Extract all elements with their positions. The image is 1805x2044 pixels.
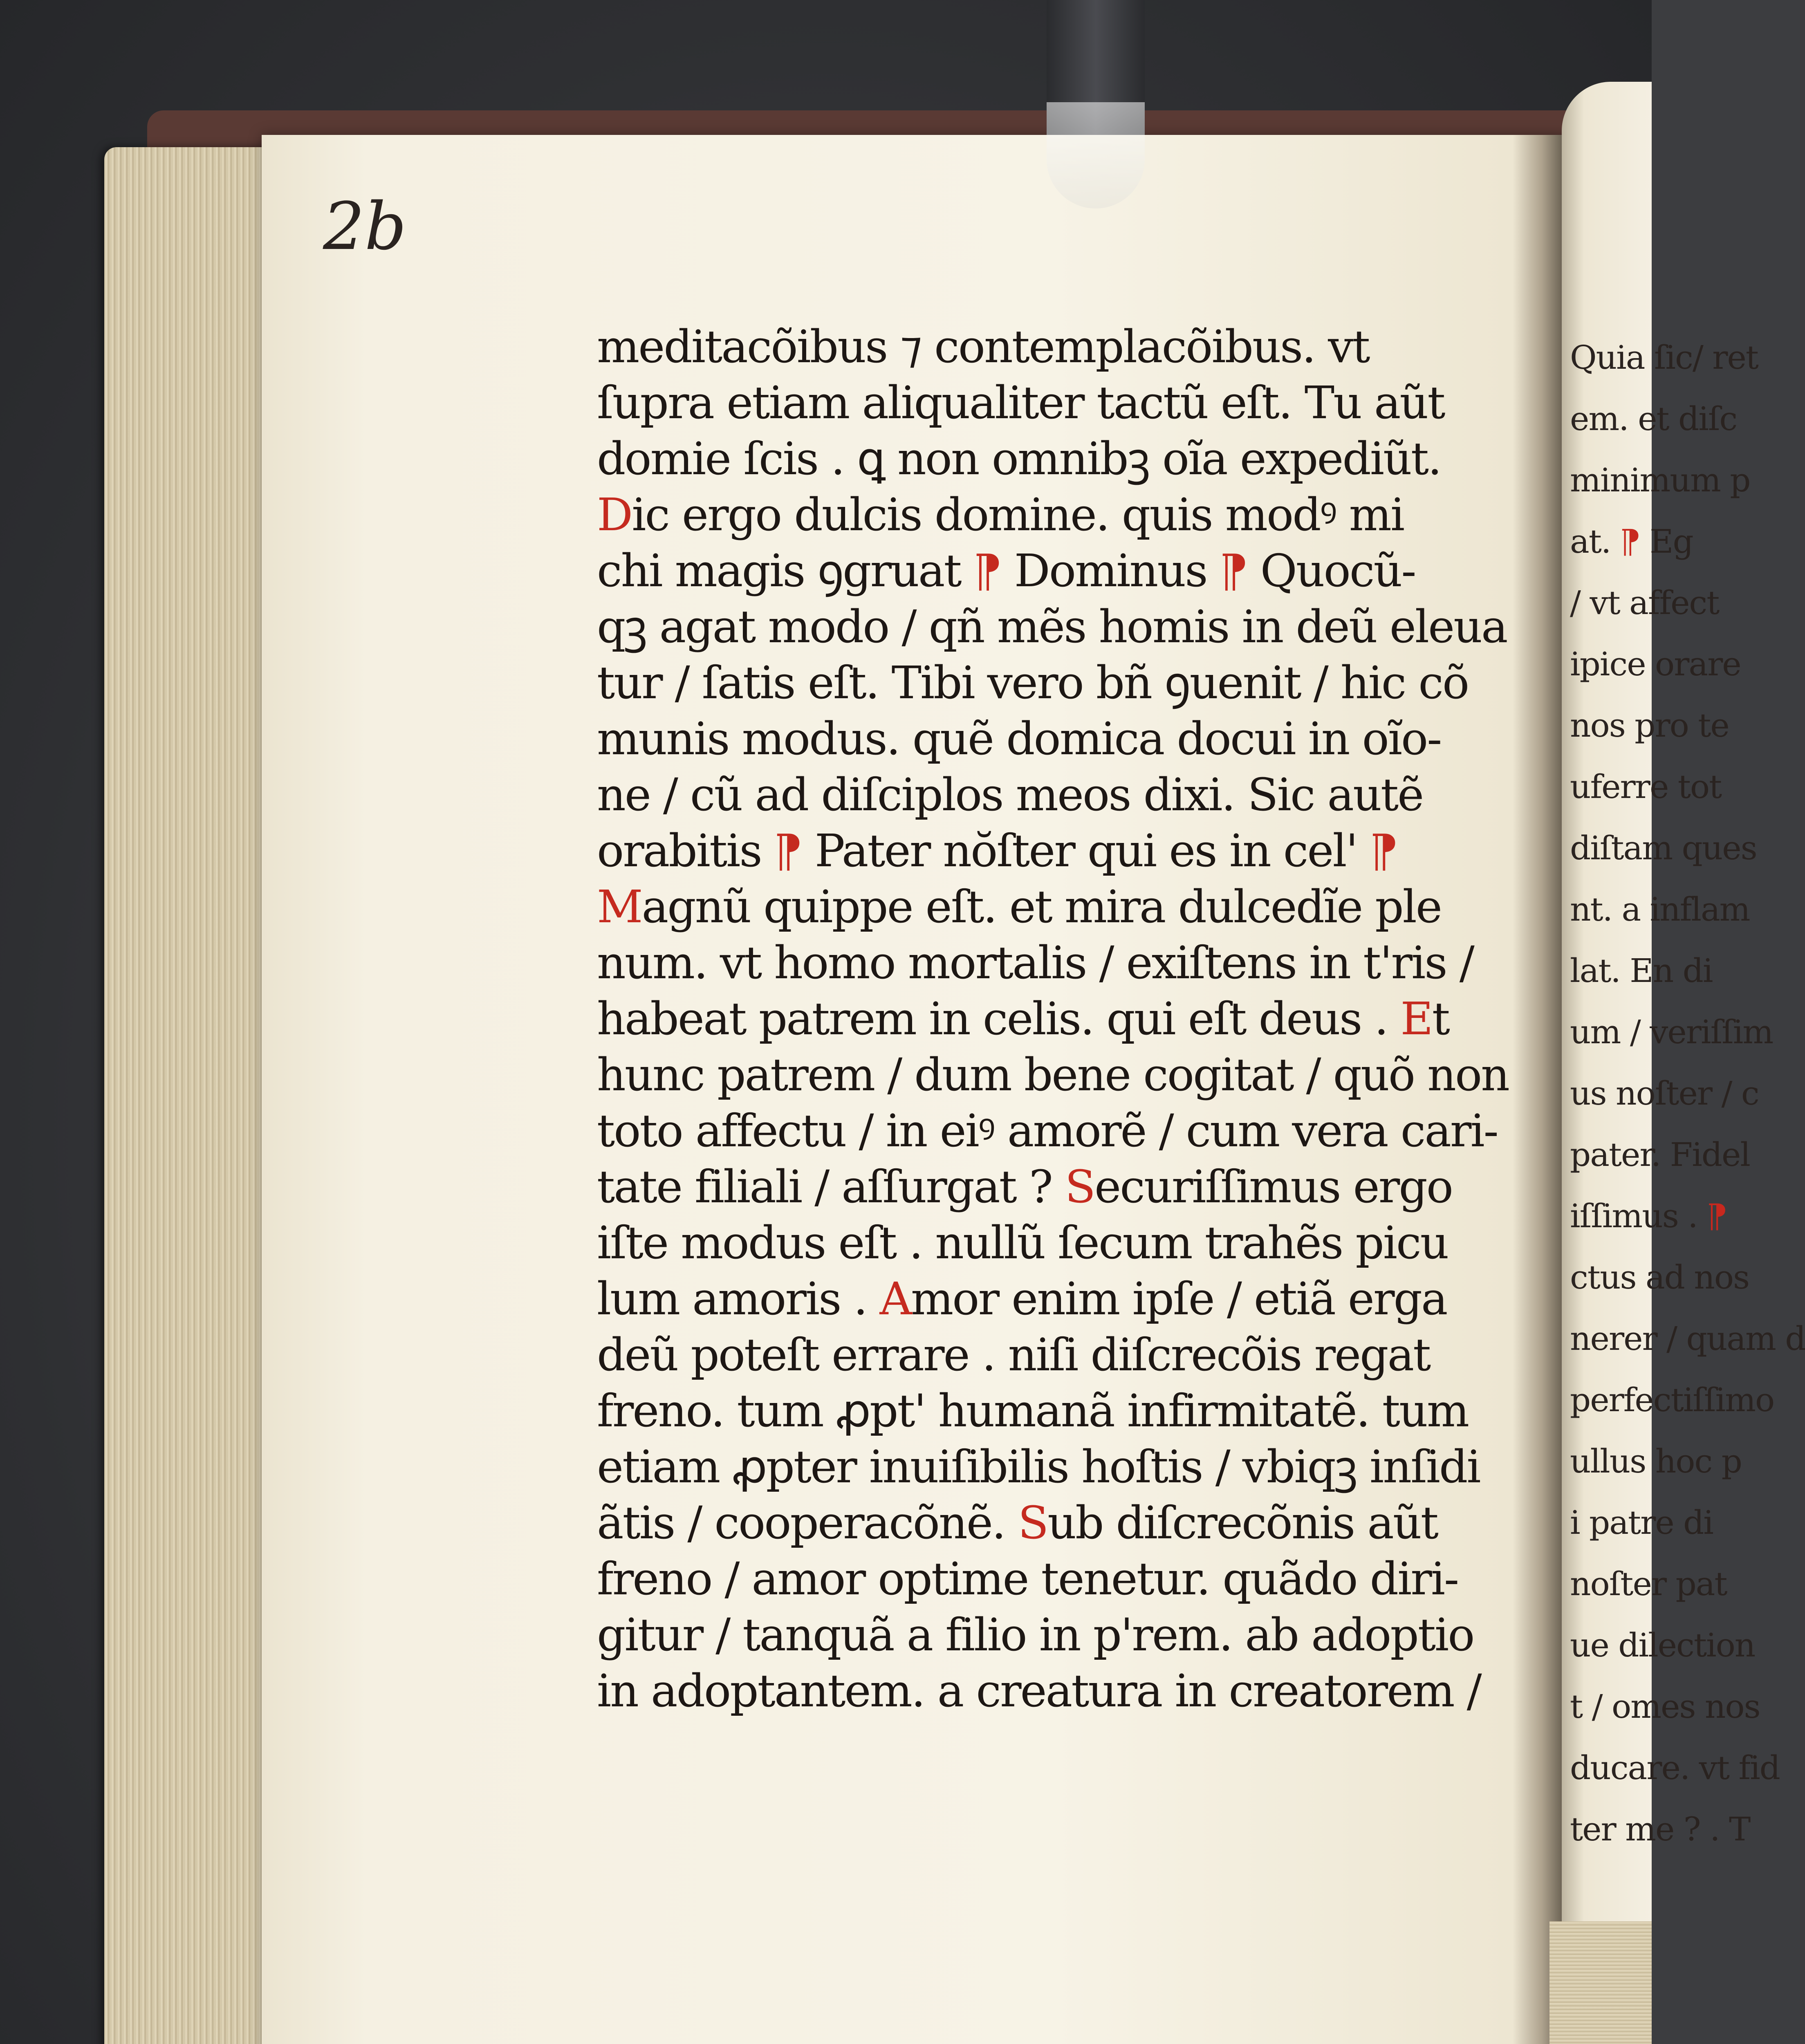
text-run: hunc patrem / dum bene cogitat / quõ non <box>597 1049 1509 1101</box>
right-page-line-25 <box>1570 1807 1750 1852</box>
text-run: munis modus. quẽ domica docui in oĩo- <box>597 713 1441 765</box>
right-page-line-13 <box>1570 1071 1759 1116</box>
text-run: toto affectu / in eiꝰ amorẽ / cum vera cari- <box>597 1105 1498 1157</box>
right-page-line-20 <box>1570 1500 1713 1545</box>
right-page-line-12 <box>1570 1010 1773 1055</box>
text-line-17 <box>597 1215 1464 1271</box>
text-line-4 <box>597 487 1464 543</box>
text-line-13 <box>597 991 1464 1047</box>
text-run: qꝫ agat modo / qñ mẽs homis in deũ eleua <box>597 601 1507 653</box>
text-run: perfectiſſimo <box>1570 1381 1774 1419</box>
right-page-line-11 <box>1570 948 1712 993</box>
text-line-19 <box>597 1327 1464 1383</box>
text-run: uferre tot <box>1570 768 1722 806</box>
text-run: nos pro te <box>1570 706 1729 744</box>
text-run: ullus hoc p <box>1570 1442 1742 1480</box>
right-page <box>1562 82 1805 2044</box>
text-run: ter me ? . T <box>1570 1810 1750 1848</box>
right-page-line-21 <box>1570 1562 1727 1607</box>
text-run: ub diſcrecõnis aũt <box>1047 1497 1437 1549</box>
text-line-7 <box>597 655 1469 711</box>
page-edges-right <box>1549 1921 1652 2044</box>
text-line-1 <box>597 319 1464 375</box>
text-run: habeat patrem in celis. qui eſt deus . <box>597 993 1401 1045</box>
rubricated-mark: ⁋ <box>774 825 802 877</box>
text-run: agnũ quippe eſt. et mira dulcedĩe ple <box>641 881 1441 933</box>
text-run: chi magis ꝯgruat <box>597 545 974 597</box>
text-run: iſte modus eſt . nullũ ſecum trahẽs picu <box>597 1217 1448 1269</box>
text-run: ecuriſſimus ergo <box>1094 1161 1452 1213</box>
text-line-6 <box>597 599 1507 655</box>
text-line-23 <box>597 1551 1464 1607</box>
right-page-line-24 <box>1570 1746 1780 1791</box>
right-page-line-16 <box>1570 1255 1749 1300</box>
text-line-20 <box>597 1383 1469 1439</box>
text-line-21 <box>597 1439 1480 1495</box>
text-run: in adoptantem. a creatura in creatorem / <box>597 1665 1481 1717</box>
text-run: etiam ꝓpter inuiſibilis hoſtis / vbiqꝫ inſidi <box>597 1441 1480 1493</box>
text-run: ipice orare <box>1570 645 1741 683</box>
text-run: iſſimus . <box>1570 1197 1707 1235</box>
right-page-line-2 <box>1570 397 1737 442</box>
text-line-8 <box>597 711 1464 767</box>
right-page-line-10 <box>1570 887 1750 932</box>
text-run: freno. tum ꝓpt' humanã infirmitatẽ. tum <box>597 1385 1469 1437</box>
rubricated-mark: ⁋ <box>1220 545 1247 597</box>
text-run: tate filiali / aſſurgat ? <box>597 1161 1065 1213</box>
text-run: / vt affect <box>1570 584 1719 622</box>
text-line-24 <box>597 1607 1474 1663</box>
text-run: diſtam ques <box>1570 829 1757 867</box>
text-run: um / veriſſim <box>1570 1013 1773 1051</box>
rubricated-mark: M <box>597 881 642 933</box>
main-text-block <box>597 319 1509 1719</box>
text-run: mor enim ipſe / etiã erga <box>910 1273 1447 1325</box>
text-run: ſupra etiam aliqualiter tactũ eſt. Tu aũt <box>597 377 1444 429</box>
right-page-line-7 <box>1570 703 1729 748</box>
rubricated-mark: E <box>1400 993 1432 1045</box>
right-page-line-22 <box>1570 1623 1755 1668</box>
rubricated-mark: S <box>1065 1161 1095 1213</box>
text-line-25 <box>597 1663 1481 1719</box>
text-run: ic ergo dulcis domine. quis modꝰ mi <box>632 489 1404 541</box>
text-run: noſter pat <box>1570 1565 1727 1603</box>
text-line-9 <box>597 767 1464 823</box>
text-run: i patre di <box>1570 1504 1713 1542</box>
text-run: lum amoris . <box>597 1273 880 1325</box>
text-run: deũ poteſt errare . niſi diſcrecõis regat <box>597 1329 1430 1381</box>
text-run: us noſter / c <box>1570 1074 1759 1112</box>
right-page-line-4 <box>1570 519 1693 564</box>
text-run: orabitis <box>597 825 774 877</box>
right-page-line-5 <box>1570 580 1719 625</box>
rubricated-mark: S <box>1018 1497 1048 1549</box>
right-page-line-15 <box>1570 1194 1727 1239</box>
text-line-16 <box>597 1159 1464 1215</box>
text-line-12 <box>597 935 1473 991</box>
text-run: pater. Fidel <box>1570 1136 1750 1174</box>
folio-number: 2b <box>323 188 407 264</box>
text-run: em. et diſc <box>1570 400 1737 438</box>
right-page-line-18 <box>1570 1378 1774 1423</box>
text-run: ãtis / cooperacõnẽ. <box>597 1497 1018 1549</box>
right-page-line-8 <box>1570 764 1721 809</box>
right-page-line-3 <box>1570 458 1750 503</box>
text-run: lat. En di <box>1570 952 1713 990</box>
text-run: meditacõibus ⁊ contemplacõibus. vt <box>597 320 1369 373</box>
rubricated-mark: ⁋ <box>1620 522 1640 560</box>
text-run: Dominus <box>1001 545 1220 597</box>
text-line-15 <box>597 1103 1498 1159</box>
text-run: at. <box>1570 522 1620 560</box>
text-run: minimum p <box>1570 461 1750 499</box>
rubricated-mark: ⁋ <box>1707 1197 1727 1235</box>
text-run: tur / ſatis eſt. Tibi vero bñ ꝯuenit / hic cõ <box>597 657 1469 709</box>
text-run: t <box>1432 993 1449 1045</box>
text-run: Quia ſic/ ret <box>1570 338 1758 377</box>
rubricated-mark: ⁋ <box>973 545 1001 597</box>
rubricated-mark: D <box>597 489 632 541</box>
rubricated-mark: ⁋ <box>1370 825 1397 877</box>
right-page-line-17 <box>1570 1316 1805 1361</box>
text-line-22 <box>597 1495 1464 1551</box>
page-clip-top-tip <box>1047 102 1145 208</box>
right-page-line-1 <box>1570 335 1758 380</box>
text-run: ctus ad nos <box>1570 1258 1749 1296</box>
text-line-5 <box>597 543 1464 599</box>
gutter-shadow <box>1513 135 1562 2044</box>
text-line-2 <box>597 375 1464 431</box>
text-run: Quocũ- <box>1247 545 1415 597</box>
text-run: domie ſcis . ꝗ non omnibꝫ oĩa expediũt. <box>597 433 1441 485</box>
text-run: nerer / quam d <box>1570 1320 1805 1358</box>
text-line-11 <box>597 879 1464 935</box>
right-page-line-19 <box>1570 1439 1742 1484</box>
text-run: ne / cũ ad diſciplos meos dixi. Sic autẽ <box>597 769 1423 821</box>
right-page-line-9 <box>1570 826 1757 871</box>
text-line-3 <box>597 431 1464 487</box>
text-line-10 <box>597 823 1464 879</box>
right-page-line-23 <box>1570 1684 1760 1729</box>
text-run: num. vt homo mortalis / exiſtens in t'ris / <box>597 937 1473 989</box>
text-line-18 <box>597 1271 1464 1327</box>
right-page-line-6 <box>1570 642 1741 687</box>
right-page-line-14 <box>1570 1132 1750 1177</box>
text-run: freno / amor optime tenetur. quãdo diri- <box>597 1553 1458 1605</box>
text-run: t / omes nos <box>1570 1688 1760 1726</box>
text-line-14 <box>597 1047 1509 1103</box>
text-run: Pater nŏſter qui es in cel' <box>801 825 1370 877</box>
text-run: gitur / tanquã a filio in p'rem. ab adoptio <box>597 1609 1474 1661</box>
text-run: Eg <box>1640 522 1693 560</box>
rubricated-mark: A <box>879 1273 911 1325</box>
text-run: ue dilection <box>1570 1626 1755 1664</box>
text-run: nt. a inflam <box>1570 890 1750 928</box>
text-run: ducare. vt fid <box>1570 1749 1780 1787</box>
